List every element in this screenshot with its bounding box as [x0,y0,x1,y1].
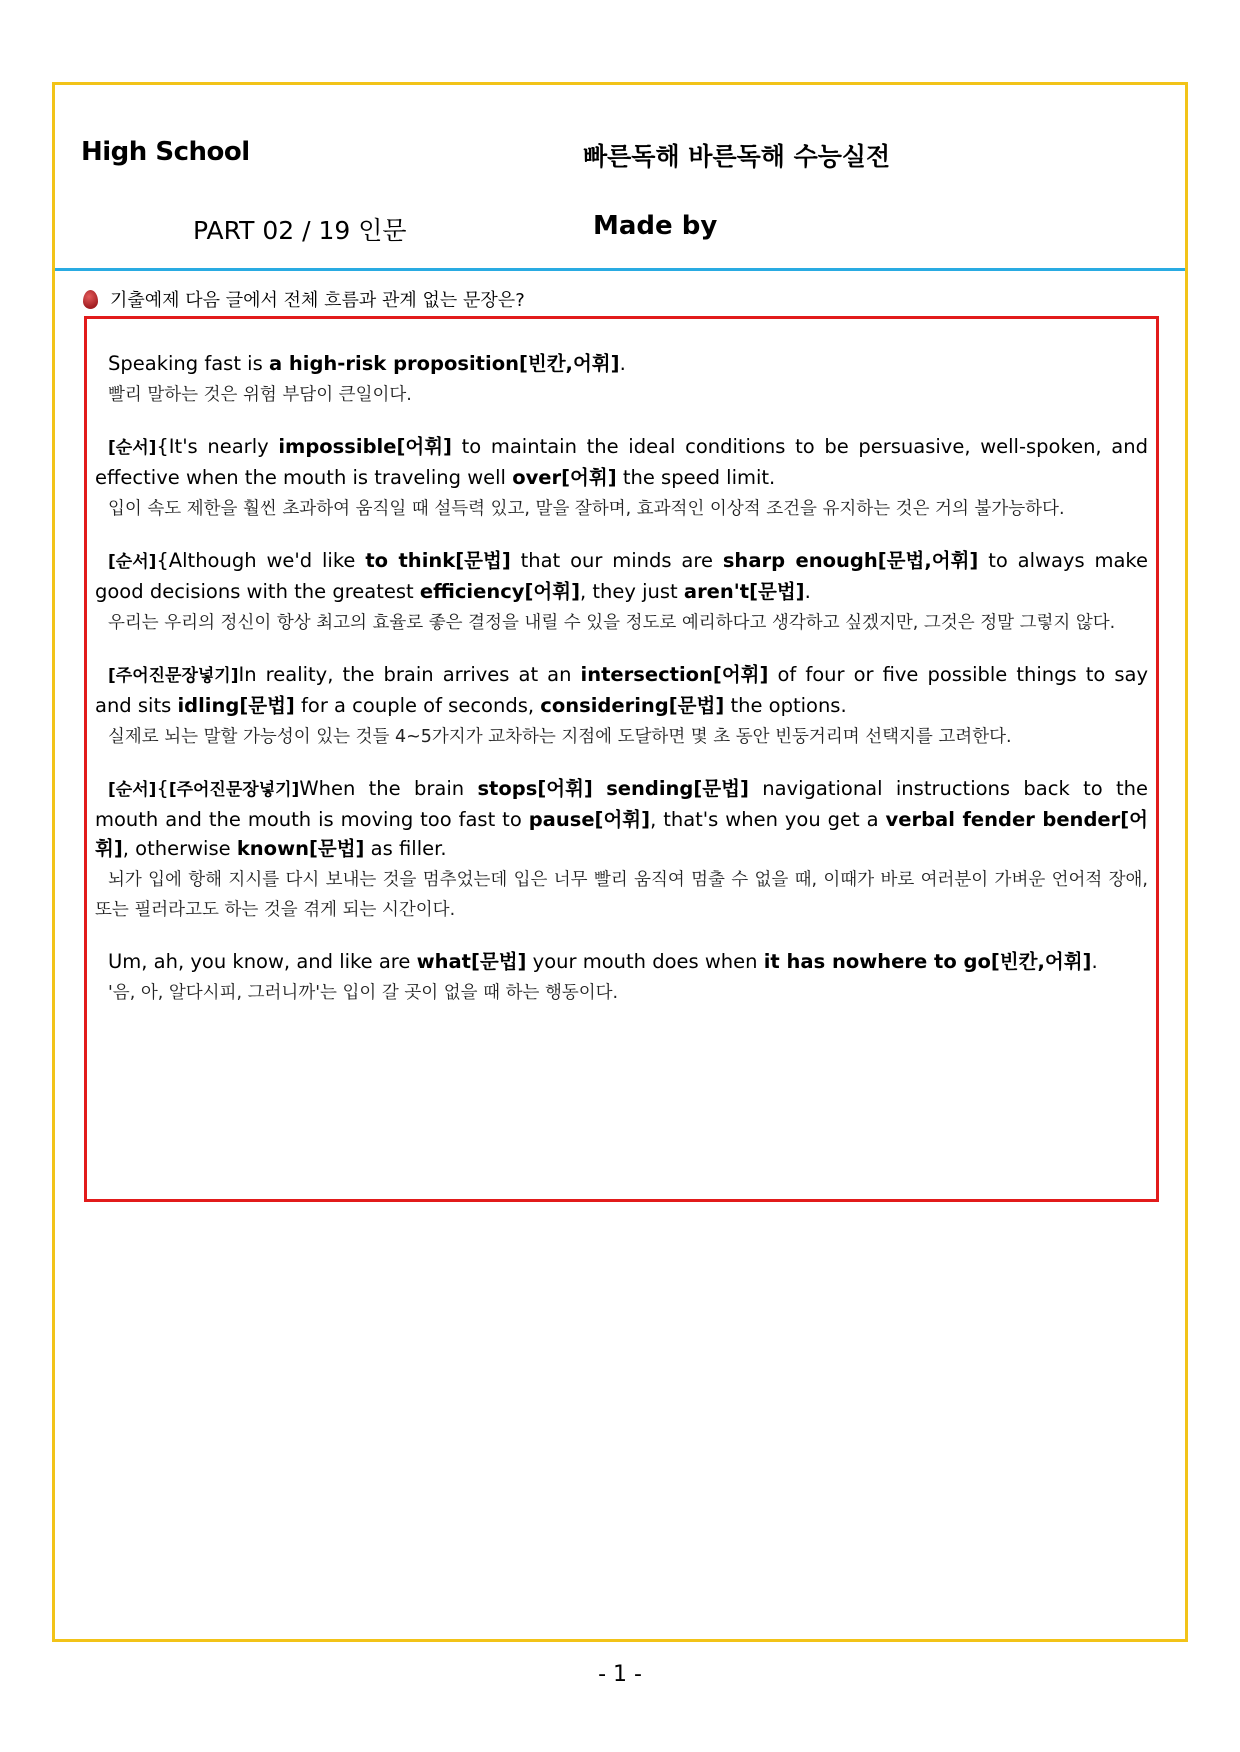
korean-translation: 뇌가 입에 항해 지시를 다시 보내는 것을 멈추었는데 입은 너무 빨리 움직여 멈출 수 없을 때, 이때가 바로 여러분이 가벼운 언어적 장애, 또는 필러라고도 하는 것을 겪게 되는 시간이다. [95,870,1148,920]
part-label: PART 02 / 19 인문 [193,216,407,245]
annotated-phrase: impossible[어휘] [278,435,452,458]
annotated-phrase: to think[문법] [365,549,511,572]
annotated-phrase: considering[문법] [540,694,725,717]
sentence-text: to always make good decisions with the greatest [95,549,1149,603]
english-sentence [95,660,1148,720]
sentence-text: { [156,777,169,800]
korean-translation: 입이 속도 제한을 훨씬 초과하여 움직일 때 설득력 있고, 말을 잘하며, 효과적인 이상적 조건을 유지하는 것은 거의 불가능하다. [108,499,1065,519]
annotated-phrase: over[어휘] [512,466,617,489]
passage-paragraphs [95,349,1148,1008]
sentence-text: for a couple of seconds, [294,694,541,717]
annotated-phrase: pause[어휘] [528,808,651,831]
sentence-text: the speed limit. [616,466,776,489]
annotated-phrase: verbal fender bender[어휘] [95,808,1148,860]
question-text: 기출예제 다음 글에서 전체 흐름과 관계 없는 문장은? [110,290,525,311]
sentence-text: . [804,580,811,603]
korean-translation: '음, 아, 알다시피, 그러니까'는 입이 갈 곳이 없을 때 하는 행동이다. [108,983,619,1003]
sentence-text: your mouth does when [526,950,764,973]
sentence-text: to maintain the ideal conditions to be persuasive, well-spoken, and effective when the mouth is traveling well [95,435,1148,489]
sentence-text: . [1091,950,1098,973]
passage-paragraph [95,660,1148,752]
school-level: High School [81,137,250,167]
strawberry-icon [83,290,98,309]
sentence-text: the options. [724,694,847,717]
annotated-phrase: sending[문법] [606,777,749,800]
annotated-phrase: aren't[문법] [683,580,805,603]
korean-translation: 실제로 뇌는 말할 가능성이 있는 것들 4~5가지가 교차하는 지점에 도달하면 몇 초 동안 빈둥거리며 선택지를 고려한다. [108,727,1012,747]
sentence-text: , otherwise [122,837,237,860]
annotated-phrase: it has nowhere to go[빈칸,어휘] [763,950,1092,973]
annotated-phrase: a high-risk proposition[빈칸,어휘] [268,352,620,375]
annotated-phrase: [순서] [108,438,157,458]
annotated-phrase: sharp enough[문법,어휘] [722,549,979,572]
korean-translation: 빨리 말하는 것은 위험 부담이 큰일이다. [108,385,412,405]
passage-box [84,316,1159,1202]
sentence-text: Um, ah, you know, and like are [108,950,417,973]
sentence-text: as filler. [364,837,447,860]
book-title: 빠른독해 바른독해 수능실전 [583,142,891,171]
sentence-text: In reality, the brain arrives at an [238,663,581,686]
english-sentence [95,546,1148,606]
sentence-text: {Although we'd like [156,549,366,572]
korean-translation: 우리는 우리의 정신이 항상 최고의 효율로 좋은 결정을 내릴 수 있을 정도로 예리하다고 생각하고 싶겠지만, 그것은 정말 그렇지 않다. [108,613,1116,633]
english-sentence [95,432,1148,492]
annotated-phrase: [순서] [108,552,157,572]
sentence-text: of four or five possible things to say and sits [95,663,1148,717]
english-sentence [95,774,1148,863]
passage-paragraph [95,546,1148,638]
sentence-text: . [619,352,626,375]
page-frame [52,82,1188,1642]
sentence-text: , that's when you get a [650,808,886,831]
header-divider [55,268,1185,271]
passage-paragraph [95,349,1148,410]
annotated-phrase: known[문법] [236,837,365,860]
annotated-phrase: what[문법] [416,950,527,973]
annotated-phrase: stops[어휘] [477,777,593,800]
passage-paragraph [95,947,1148,1008]
annotated-phrase: [주어진문장넣기] [168,780,300,800]
english-sentence [95,349,1148,378]
passage-paragraph [95,774,1148,925]
annotated-phrase: [순서] [108,780,157,800]
question-prompt [83,286,525,312]
annotated-phrase: intersection[어휘] [580,663,769,686]
sentence-text: Speaking fast is [108,352,269,375]
sentence-text: navigational instructions back to the mouth and the mouth is moving too fast to [95,777,1149,831]
passage-paragraph [95,432,1148,524]
sentence-text: that our minds are [510,549,723,572]
annotated-phrase: [주어진문장넣기] [108,666,239,686]
sentence-text: When the brain [299,777,478,800]
english-sentence [95,947,1148,976]
sentence-text: , they just [579,580,684,603]
made-by-label: Made by [593,211,718,241]
sentence-text [593,777,606,800]
annotated-phrase: efficiency[어휘] [419,580,580,603]
sentence-text: {It's nearly [156,435,279,458]
annotated-phrase: idling[문법] [177,694,295,717]
page-number: - 1 - [598,1662,642,1687]
